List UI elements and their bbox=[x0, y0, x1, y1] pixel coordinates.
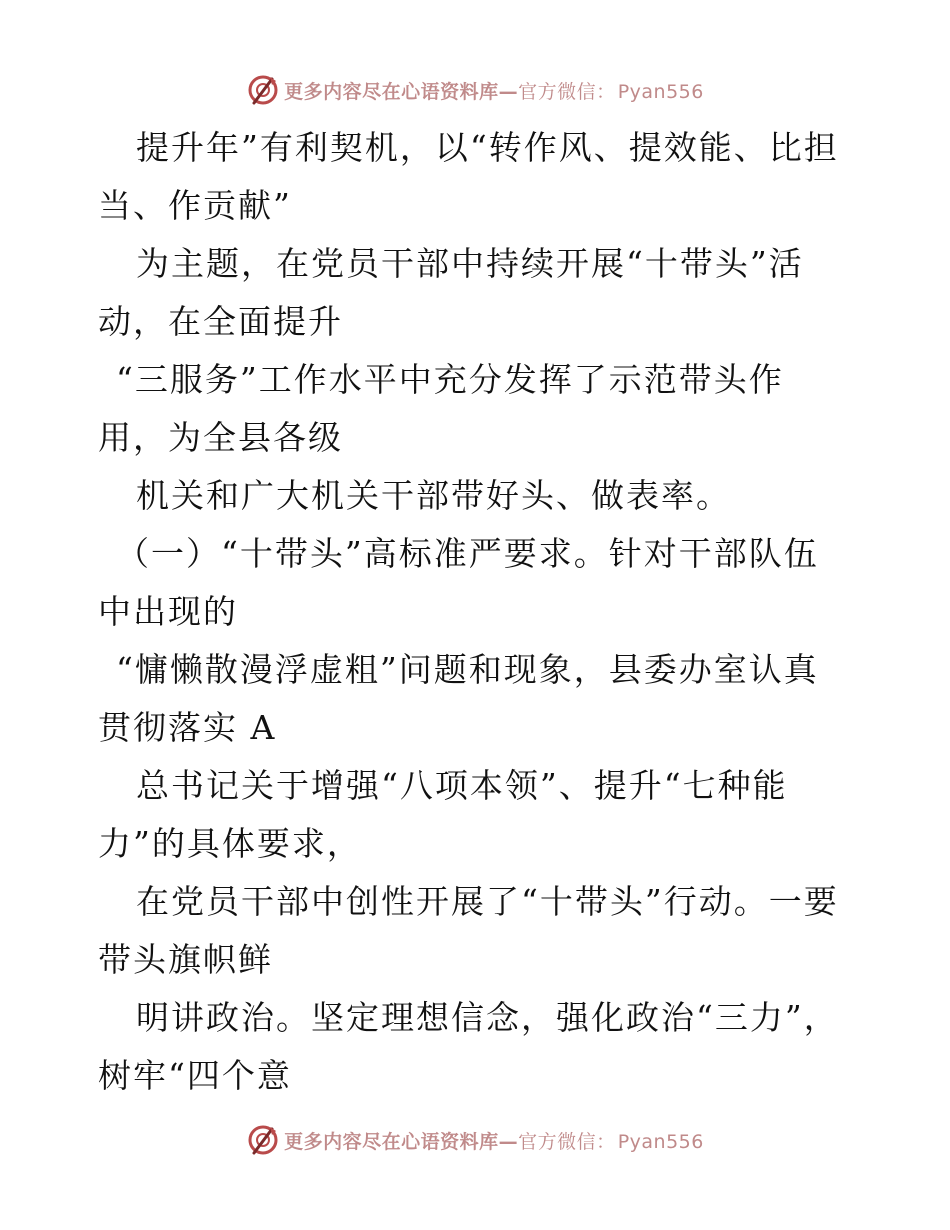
footer-watermark bbox=[0, 1120, 950, 1160]
text-line: 提升年”有利契机，以“转作风、提效能、比担 bbox=[136, 128, 839, 167]
text-line: 力”的具体要求， bbox=[98, 824, 362, 863]
text-line: 树牢“四个意 bbox=[98, 1056, 292, 1095]
text-line: “三服务”工作水平中充分发挥了示范带头作 bbox=[116, 360, 784, 399]
text-line: 机关和广大机关干部带好头、做表率。 bbox=[136, 476, 731, 515]
watermark-brand: 更多内容尽在心语资料库 bbox=[284, 80, 499, 103]
pen-logo-icon bbox=[246, 73, 280, 107]
text-line: 带头旗帜鲜 bbox=[98, 940, 273, 979]
watermark-dash: — bbox=[498, 1130, 519, 1153]
text-line: 为主题，在党员干部中持续开展“十带头”活 bbox=[136, 244, 804, 283]
pen-logo-icon bbox=[246, 1123, 280, 1157]
watermark-official: 官方微信： bbox=[518, 80, 616, 103]
watermark-dash: — bbox=[498, 80, 519, 103]
text-line: “慵懒散漫浮虚粗”问题和现象，县委办室认真 bbox=[116, 650, 819, 689]
text-line: 总书记关于增强“八项本领”、提升“七种能 bbox=[136, 766, 788, 805]
watermark-official: 官方微信： bbox=[518, 1130, 616, 1153]
text-line: 用，为全县各级 bbox=[98, 418, 343, 457]
watermark-brand: 更多内容尽在心语资料库 bbox=[284, 1130, 499, 1153]
text-line: 明讲政治。坚定理想信念，强化政治“三力”， bbox=[136, 998, 839, 1037]
text-line: 在党员干部中创性开展了“十带头”行动。一要 bbox=[136, 882, 839, 921]
text-line: （一）“十带头”高标准严要求。针对干部队伍 bbox=[116, 534, 819, 573]
watermark-wechat-id: Pyan556 bbox=[617, 80, 704, 103]
text-line: 当、作贡献” bbox=[98, 186, 292, 225]
watermark-wechat-id: Pyan556 bbox=[617, 1130, 704, 1153]
text-line: 贯彻落实 A bbox=[98, 708, 277, 747]
text-line: 中出现的 bbox=[98, 592, 238, 631]
header-watermark bbox=[0, 70, 950, 110]
text-line: 动，在全面提升 bbox=[98, 302, 343, 341]
